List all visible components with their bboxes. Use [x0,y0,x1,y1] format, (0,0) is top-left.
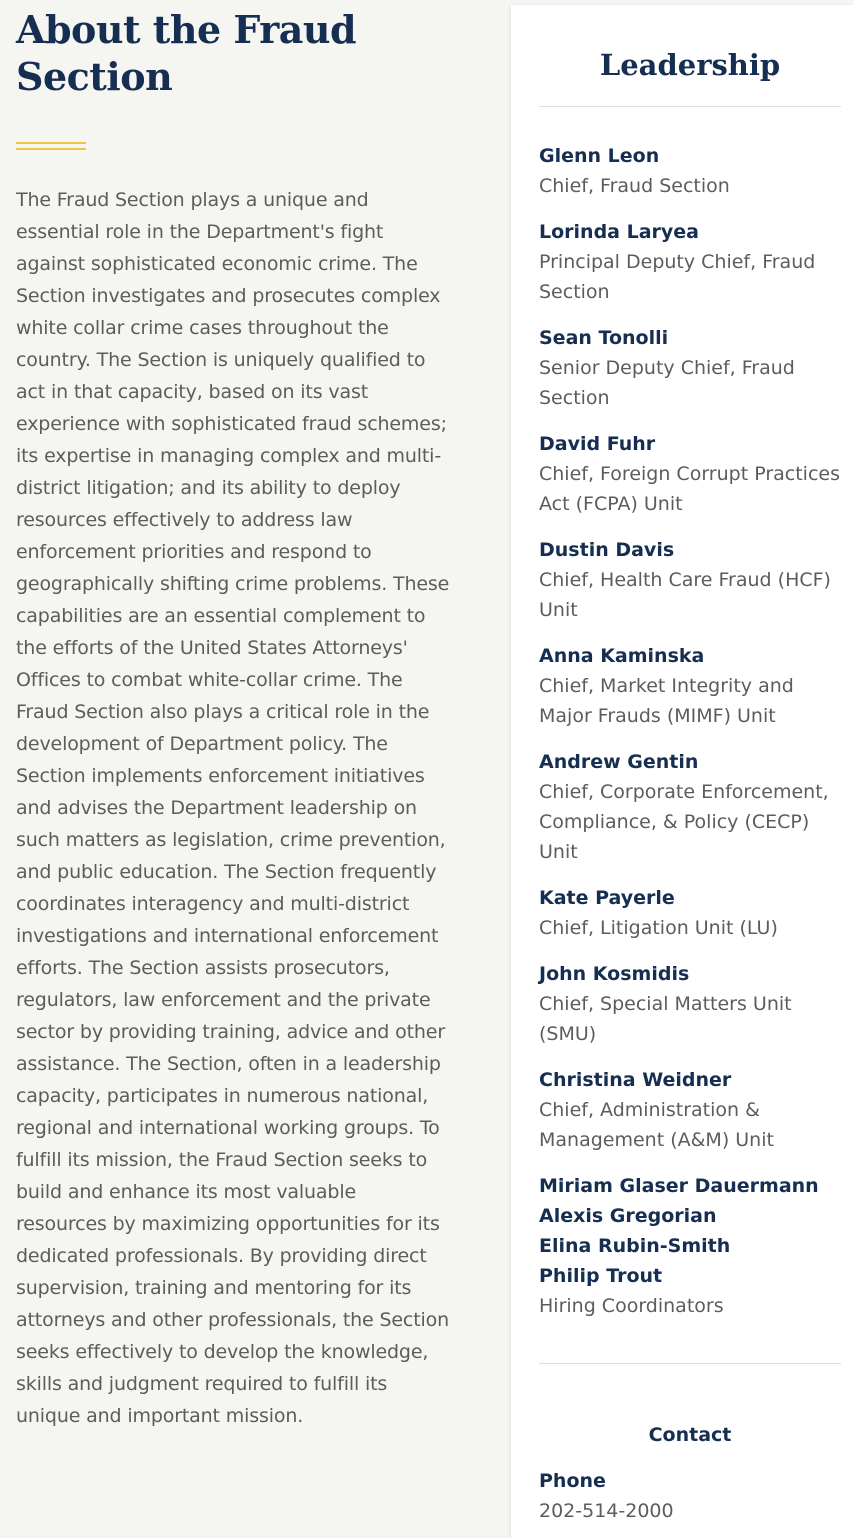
leader-name: Sean Tonolli [539,327,669,349]
coordinator-name: Elina Rubin-Smith [539,1235,731,1257]
leadership-sidebar [511,5,854,1538]
leader-name: David Fuhr [539,433,656,455]
leader-item [539,641,841,731]
page-title: About the Fraud Section [16,7,357,99]
leader-item [539,535,841,625]
leader-item [539,429,841,519]
divider [539,1363,841,1364]
leader-role: Senior Deputy Chief, Fraud Section [539,357,795,409]
leader-item [539,959,841,1049]
leader-role: Chief, Litigation Unit (LU) [539,917,778,939]
leader-role: Chief, Market Integrity and Major Frauds (MIMF) Unit [539,675,794,727]
main-content [16,0,456,1432]
leader-name: Christina Weidner [539,1069,732,1091]
phone-number[interactable]: 202-514-2000 [539,1500,674,1522]
leader-name: Glenn Leon [539,145,660,167]
leader-role: Chief, Health Care Fraud (HCF) Unit [539,569,831,621]
leadership-list [539,141,841,1321]
leader-item [539,323,841,413]
leader-role: Chief, Fraud Section [539,175,730,197]
leader-item [539,141,841,201]
leader-role: Chief, Administration & Management (A&M) Unit [539,1099,774,1151]
coordinator-role: Hiring Coordinators [539,1295,724,1317]
leader-role: Principal Deputy Chief, Fraud Section [539,251,816,303]
leader-item [539,883,841,943]
leadership-heading: Leadership [599,48,781,82]
contact-heading: Contact [648,1424,732,1446]
section-description: The Fraud Section plays a unique and essential role in the Department's fight against sophisticated economic crime. The Section investigates and prosecutes complex white collar crime cases throughout the country. The Section is uniquely qualified to act in that capacity, based on its vast experience with sophisticated fraud schemes; its expertise in managing complex and multi-district litigation; and its ability to deploy resources effectively to address law enforcement priorities and respond to geographically shifting crime problems. These capabilities are an essential complement to the efforts of the United States Attorneys' Offices to combat white-collar crime. The Fraud Section also plays a critical role in the development of Department policy. The Section implements enforcement initiatives and advises the Department leadership on such matters as legislation, crime prevention, and public education. The Section frequently coordinates interagency and multi-district investigations and international enforcement efforts. The Section assists prosecutors, regulators, law enforcement and the private sector by providing training, advice and other assistance. The Section, often in a leadership capacity, participates in numerous national, regional and international working groups. To fulfill its mission, the Fraud Section seeks to build and enhance its most valuable resources by maximizing opportunities for its dedicated professionals. By providing direct supervision, training and mentoring for its attorneys and other professionals, the Section seeks effectively to develop the knowledge, skills and judgment required to fulfill its unique and important mission. [16,189,450,1427]
coordinator-name: Miriam Glaser Dauermann [539,1175,819,1197]
coordinator-name: Philip Trout [539,1265,663,1287]
leader-item [539,1065,841,1155]
leader-name: Anna Kaminska [539,645,705,667]
leader-role: Chief, Special Matters Unit (SMU) [539,993,792,1045]
hiring-coordinators [539,1171,841,1321]
divider [539,106,841,107]
leader-item [539,747,841,867]
coordinator-name: Alexis Gregorian [539,1205,717,1227]
leader-name: Kate Payerle [539,887,675,909]
leader-name: Andrew Gentin [539,751,699,773]
leader-item [539,217,841,307]
title-underline [16,142,86,150]
leader-role: Chief, Corporate Enforcement, Compliance, & Policy (CECP) Unit [539,781,829,863]
leader-name: Lorinda Laryea [539,221,699,243]
leader-role: Chief, Foreign Corrupt Practices Act (FCPA) Unit [539,463,840,515]
phone-label: Phone [539,1470,606,1492]
leader-name: John Kosmidis [539,963,690,985]
leader-name: Dustin Davis [539,539,675,561]
